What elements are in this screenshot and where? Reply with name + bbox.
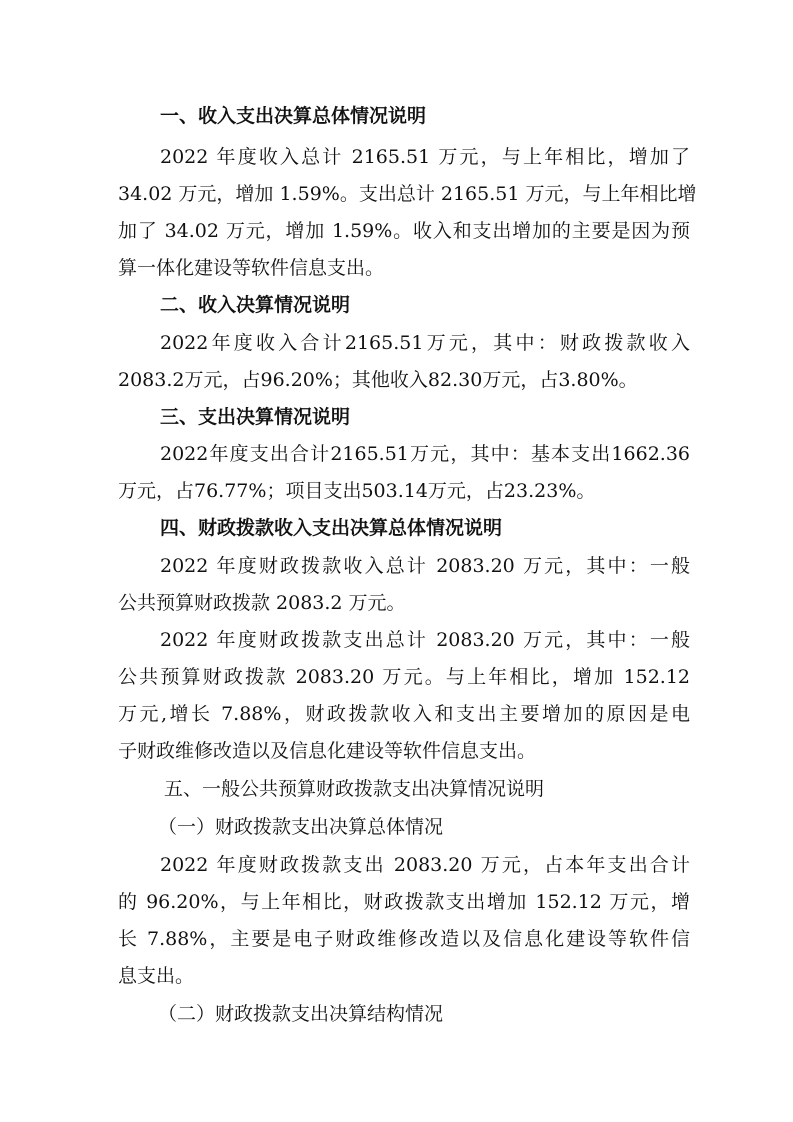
section-5-heading: 五、一般公共预算财政拨款支出决算情况说明 xyxy=(164,778,545,800)
section-4-heading: 四、财政拨款收入支出决算总体情况说明 xyxy=(160,517,503,539)
section-4-paragraph-line: 2022 年度财政拨款支出总计 2083.20 万元，其中：一般 xyxy=(160,629,690,651)
section-4-paragraph-line: 公共预算财政拨款 2083.2 万元。 xyxy=(118,592,406,614)
section-4-paragraph-line: 公共预算财政拨款 2083.20 万元。与上年相比，增加 152.12 xyxy=(118,666,690,688)
section-5-paragraph-line: 长 7.88%，主要是电子财政维修改造以及信息化建设等软件信 xyxy=(118,928,690,950)
section-2-heading: 二、收入决算情况说明 xyxy=(160,294,351,316)
section-3-heading: 三、支出决算情况说明 xyxy=(160,406,351,428)
section-4-paragraph-line: 2022 年度财政拨款收入总计 2083.20 万元，其中：一般 xyxy=(160,555,690,577)
section-2-paragraph-line: 2022年度收入合计2165.51万元，其中：财政拨款收入 xyxy=(160,332,690,354)
section-1-paragraph-line: 2022 年度收入总计 2165.51 万元，与上年相比，增加了 xyxy=(160,146,690,168)
section-1-paragraph-line: 算一体化建设等软件信息支出。 xyxy=(118,257,385,279)
section-5-subheading-2: （二）财政拨款支出决算结构情况 xyxy=(158,1003,444,1025)
section-2-paragraph-line: 2083.2万元，占96.20%；其他收入82.30万元，占3.80%。 xyxy=(118,369,638,391)
section-5-subheading-1: （一）财政拨款支出决算总体情况 xyxy=(158,816,444,838)
section-5-paragraph-line: 2022 年度财政拨款支出 2083.20 万元，占本年支出合计 xyxy=(160,854,690,876)
section-5-paragraph-line: 息支出。 xyxy=(118,965,195,987)
section-1-paragraph-line: 加了 34.02 万元，增加 1.59%。收入和支出增加的主要是因为预 xyxy=(118,220,690,242)
section-3-paragraph-line: 2022年度支出合计2165.51万元，其中：基本支出1662.36 xyxy=(160,443,690,465)
section-1-heading: 一、收入支出决算总体情况说明 xyxy=(160,105,427,127)
section-5-paragraph-line: 的 96.20%，与上年相比，财政拨款支出增加 152.12 万元，增 xyxy=(118,891,690,913)
section-3-paragraph-line: 万元，占76.77%；项目支出503.14万元，占23.23%。 xyxy=(118,480,596,502)
section-4-paragraph-line: 子财政维修改造以及信息化建设等软件信息支出。 xyxy=(118,740,537,762)
section-4-paragraph-line: 万元,增长 7.88%，财政拨款收入和支出主要增加的原因是电 xyxy=(118,703,690,725)
section-1-paragraph-line: 34.02 万元，增加 1.59%。支出总计 2165.51 万元，与上年相比增 xyxy=(118,183,697,205)
